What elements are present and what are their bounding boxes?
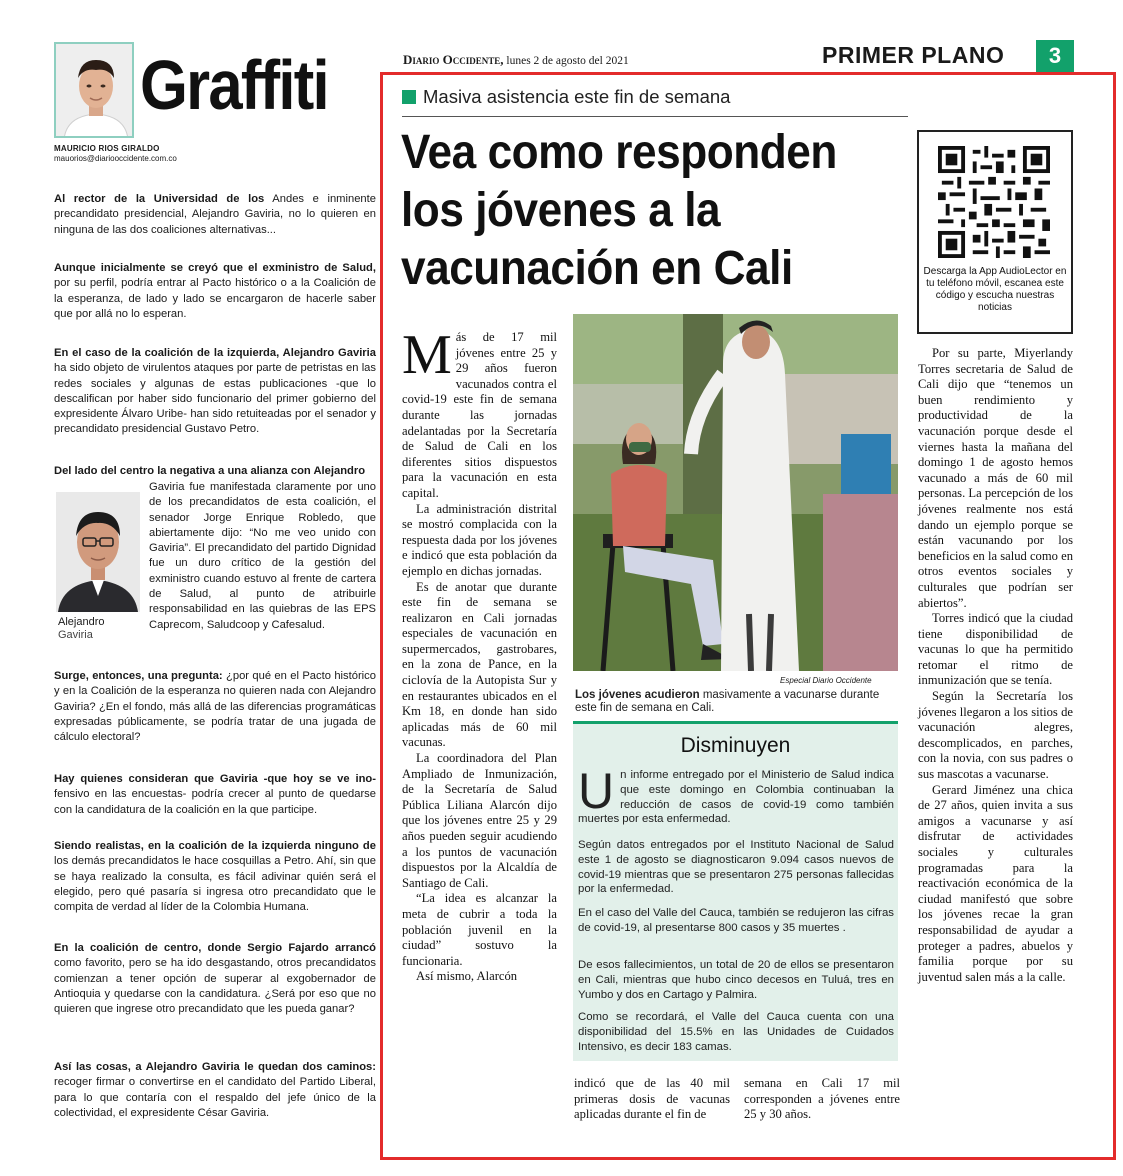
box-title: Disminuyen <box>680 734 791 757</box>
article-paragraph: Más de 17 mil jóvenes entre 25 y 29 años fueron vacunados contra el covid-19 este fin de semana durante las jornadas adelantadas por la Secretaría de Salud de Cali en los diferentes sitios dispuestos para la vacunación en esta capital. <box>402 324 557 500</box>
article-paragraph: Gerard Jiménez una chica de 27 años, quien invita a sus amigos a vacunarse y así disfrutar de actividades sociales y culturales programadas para la reactivación económica de la ciudad manifestó que sobre los jóvenes recae la gran responsabilidad de ayudar a proteger a padres, abuelos y familia porque por su juventud salen más a la calle. <box>918 782 1073 984</box>
article-column-4 <box>918 346 1073 985</box>
author-name: MAURICIO RIOS GIRALDO <box>54 144 160 153</box>
graffiti-paragraph: Así las cosas, a Alejandro Gaviria le quedan dos caminos: recoger firmar o convertirse en el candidato del Partido Liberal, para lo que contaría con el respaldo del jefe único de la colectividad, el expresidente César Gaviria. <box>54 1061 376 1119</box>
graffiti-paragraph: En el caso de la coalición de la izquierda, Alejandro Gaviria ha sido objeto de virulentos ataques por parte de petristas en las redes sociales y algunas de estas publicaciones -que lo descalifican por haber sido funcionario del primer gobierno del expresidente Álvaro Uribe- han sido retuiteadas por el senador y precandidato presidencial Gustavo Petro. <box>54 347 376 436</box>
vaccination-photo <box>573 314 898 671</box>
photo-caption: Los jóvenes acudieron masivamente a vacunarse durante este fin de semana en Cali. <box>575 689 880 714</box>
photo-credit: Especial Diario Occidente <box>780 676 872 685</box>
box-paragraph: Como se recordará, el Valle del Cauca cuenta con una disponibilidad del 15.5% en las Unidades de Cuidados Intensivo, es decir 183 camas. <box>578 1011 894 1053</box>
page-number: 3 <box>1036 40 1074 72</box>
article-paragraph: indicó que de las 40 mil primeras dosis de vacunas aplicadas durante el fin de <box>574 1076 730 1122</box>
article-headline: Vea como responden los jóvenes a la vacunación en Cali <box>401 126 837 295</box>
article-column-1 <box>402 324 557 985</box>
alejandro-gaviria-photo <box>56 492 140 612</box>
kicker-divider <box>402 116 908 117</box>
box-paragraph: Según datos entregados por el Instituto Nacional de Salud este 1 de agosto se diagnosticaron 9.094 casos nuevos de covid-19 mientras que se presentaron 275 personas fallecidas por la enfermedad. <box>578 839 894 896</box>
article-paragraph: Por su parte, Miyerlandy Torres secretaria de Salud de Cali dijo que “tenemos un buen rendimiento y productividad de la vacunación porque desde el viernes hasta la mañana del domingo 1 de agosto hemos vacunado a más de 60 mil personas. La percepción de los jóvenes realmente nos está dando un ejemplo porque se están vacunando por los beneficios en la salud como en otros eventos sociales y culturales que podrían ser abiertos”. <box>918 346 1073 610</box>
article-paragraph: Torres indicó que la ciudad tiene disponibilidad de vacunas lo que ha permitido retomar el ritmo de inmunización que se tenía. <box>918 611 1073 688</box>
column-title: Graffiti <box>140 46 328 124</box>
graffiti-paragraph: Al rector de la Universidad de los Andes e inminente precandidato presidencial, Alejandro Gaviria, no lo quieren en ninguna de las dos coaliciones alternativas... <box>54 193 376 236</box>
article-paragraph: La coordinadora del Plan Ampliado de Inmunización, de la Secretaría de Salud Pública Liliana Alarcón dijo que los jóvenes entre 25 y 29 años pueden seguir acudiendo a los puntos de vacunación dispuestos por la Alcaldía de Santiago de Cali. <box>402 751 557 890</box>
box-paragraph: Un informe entregado por el Ministerio de Salud indica que este domingo en Colombia continuaban la reducción de casos de covid-19 como también muertes por esta enfermedad. <box>578 763 894 826</box>
drop-cap: M <box>402 324 452 386</box>
graffiti-paragraph: Hay quienes consideran que Gaviria -que hoy se ve ino- fensivo en las encuestas- podría crecer al punto de quedarse con la candidatura de la coalición en la que participe. <box>54 773 376 816</box>
article-paragraph: Así mismo, Alarcón <box>416 969 518 984</box>
qr-code-icon[interactable] <box>938 146 1050 258</box>
graffiti-paragraph: Surge, entonces, una pregunta: ¿por qué en el Pacto histórico y en la Coalición de la esperanza no quieren nada con Alejandro Gaviria? ¿En el fondo, más allá de las diferencias programáticas expresadas públicamente, se podría tratar de una jugada de cálculo electoral? <box>54 670 376 744</box>
kicker-square-icon <box>402 90 416 104</box>
box-paragraph: En el caso del Valle del Cauca, también se redujeron las cifras de covid-19, al presentarse 800 casos y 35 muertes . <box>578 907 894 934</box>
drop-cap: U <box>578 763 615 819</box>
article-paragraph: Es de anotar que durante este fin de semana se realizaron en Cali jornadas especiales de vacunación en supermercados, gastrobares, en la zona de Pance, en la ciclovía de la Autopista Sur y en restaurantes ubicados en el Km 18, en donde han sido aplicadas más de 60 mil vacunas. <box>402 579 557 750</box>
graffiti-paragraph: Aunque inicialmente se creyó que el exministro de Salud, por su perfil, podría entrar al Pacto histórico o a la Coalición de la esperanza, de lado y lado se encargaron de hacerle saber que por allá no lo esperan. <box>54 262 376 320</box>
article-kicker: Masiva asistencia este fin de semana <box>423 86 731 107</box>
author-photo <box>54 42 134 138</box>
graffiti-paragraph: Del lado del centro la negativa a una alianza con Alejandro <box>54 465 366 477</box>
section-name: PRIMER PLANO <box>822 42 1005 68</box>
article-paragraph: “La idea es alcanzar la meta de cubrir a toda la población juvenil en la ciudad” sostuvo la funcionaria. <box>402 891 557 968</box>
graffiti-paragraph: En la coalición de centro, donde Sergio Fajardo arrancó como favorito, pero se ha ido desgastando, otros precandidatos comienzan a tener opción de superar al exgobernador de Antioquia y quedarse con la candidatura. ¿Será por eso que no quieren que ingrese otro precandidato que les pueda ganar? <box>54 942 376 1016</box>
graffiti-paragraph: Gaviria fue manifestada claramente por uno de los precandidatos de esta coalición, el senador Jorge Enrique Robledo, que abiertamente dijo: “No me veo unido con Gaviria”. El precandidato del partido Dignidad fue un duro crítico de la gestión del exministro cuando estuvo al frente de cartera de Salud, al punto de atribuirle responsabilidad en las quiebras de las EPS Caprecom, Saludcoop y Cafesalud. <box>149 481 376 631</box>
article-paragraph: semana en Cali 17 mil corresponden a jóvenes entre 25 y 30 años. <box>744 1076 900 1122</box>
article-paragraph: Según la Secretaría los jóvenes llegaron a los sitios de vacunación alegres, descomplicados, en parches, con la novia, con sus padres o sus mascotas a vacunarse. <box>918 689 1073 782</box>
author-email: mauorios@diariooccidente.com.co <box>54 154 177 163</box>
masthead: Diario Occidente, lunes 2 de agosto del 2021 <box>403 52 629 67</box>
alejandro-photo-caption: Alejandro Gaviria <box>58 616 105 641</box>
qr-instructions: Descarga la App AudioLector en tu teléfono móvil, escanea este código y escucha nuestras noticias <box>923 266 1067 313</box>
article-paragraph: La administración distrital se mostró complacida con la respuesta dada por los jóvenes e indicó que esta población da ejemplo en dichas jornadas. <box>402 501 557 578</box>
box-paragraph: De esos fallecimientos, un total de 20 de ellos se presentaron en Cali, mientras que hubo cinco decesos en Tuluá, tres en Yumbo y dos en Cartago y Palmira. <box>578 959 894 1001</box>
graffiti-paragraph: Siendo realistas, en la coalición de la izquierda ninguno de los demás precandidatos le hace cosquillas a Petro. Ahí, sin que se haya realizado la consulta, es fácil adivinar quién será el elegido, pero qué pasaría si ingresa otro precandidato que le compita de verdad al líder de la Colombia Humana. <box>54 840 376 914</box>
